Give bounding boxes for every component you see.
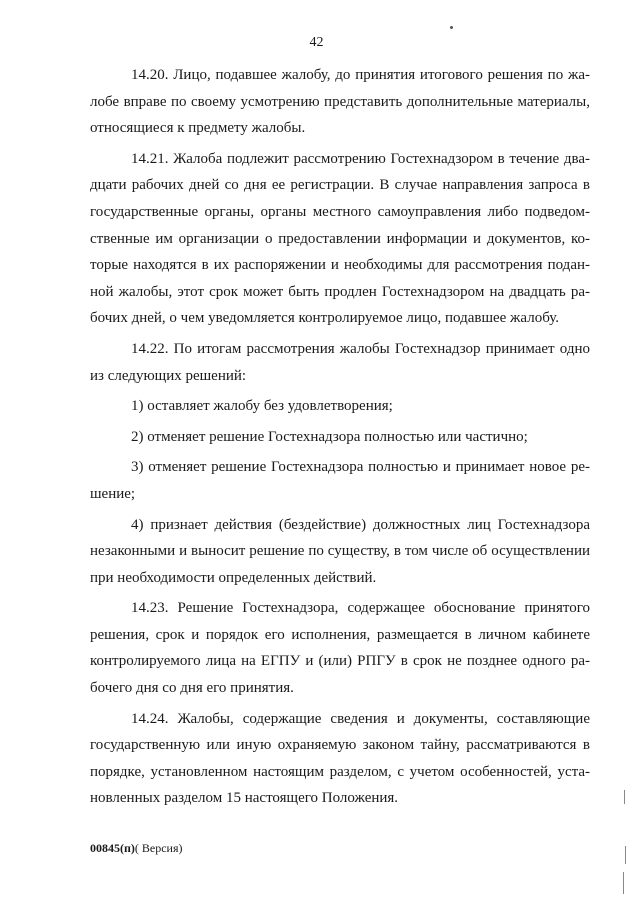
paragraph-14-24: 14.24. Жалобы, содержащие сведения и документы, составляющие государственную или иную охраняемую законом тайну, рассматриваются в порядке, установленном настоящим разделом, с учетом особенностей, установленных разделом 15 настоящего Положения. <box>90 710 590 807</box>
list-item-1: 1) оставляет жалобу без удовлетворения; <box>131 398 393 415</box>
scan-speck <box>450 26 453 29</box>
footer-version: ( Версия) <box>134 841 183 855</box>
document-body <box>90 62 590 816</box>
paragraph-14-22: 14.22. По итогам рассмотрения жалобы Гостехнадзор принимает одно из следующих решений: <box>90 340 590 384</box>
scan-margin-mark <box>625 846 626 864</box>
footer-code: 00845(п) <box>90 841 135 855</box>
scan-margin-mark <box>624 790 625 804</box>
scan-margin-mark <box>623 872 624 894</box>
paragraph-14-23: 14.23. Решение Гостехнадзора, содержащее обоснование принятого решения, срок и порядок его исполнения, размещается в личном кабинете контролируемого лица на ЕГПУ и (или) РПГУ в срок не позднее одного рабочего дня со дня его принятия. <box>90 600 590 697</box>
paragraph-14-20: 14.20. Лицо, подавшее жалобу, до принятия итогового решения по жалобе вправе по своему усмотрению представить дополнительные материалы, относящиеся к предмету жалобы. <box>90 67 590 137</box>
list-item-4: 4) признает действия (бездействие) должностных лиц Гостехнадзора незаконными и выносит решение по существу, в том числе об осуществлении при необходимости определенных действий. <box>90 516 590 586</box>
page-number: 42 <box>309 35 324 50</box>
list-item-2: 2) отменяет решение Гостехнадзора полностью или частично; <box>131 428 528 445</box>
footer-document-code <box>90 840 183 856</box>
list-item-3: 3) отменяет решение Гостехнадзора полностью и принимает новое решение; <box>90 459 590 502</box>
paragraph-14-21: 14.21. Жалоба подлежит рассмотрению Гостехнадзором в течение двадцати рабочих дней со дня ее регистрации. В случае направления запроса в государственные органы, органы местного самоуправления либо подведомственные им организации о предоставлении информации и документов, которые находятся в их распоряжении и необходимы для рассмотрения поданной жалобы, этот срок может быть продлен Гостехнадзором на двадцать рабочих дней, о чем уведомляется контролируемое лицо, подавшее жалобу. <box>90 150 590 327</box>
